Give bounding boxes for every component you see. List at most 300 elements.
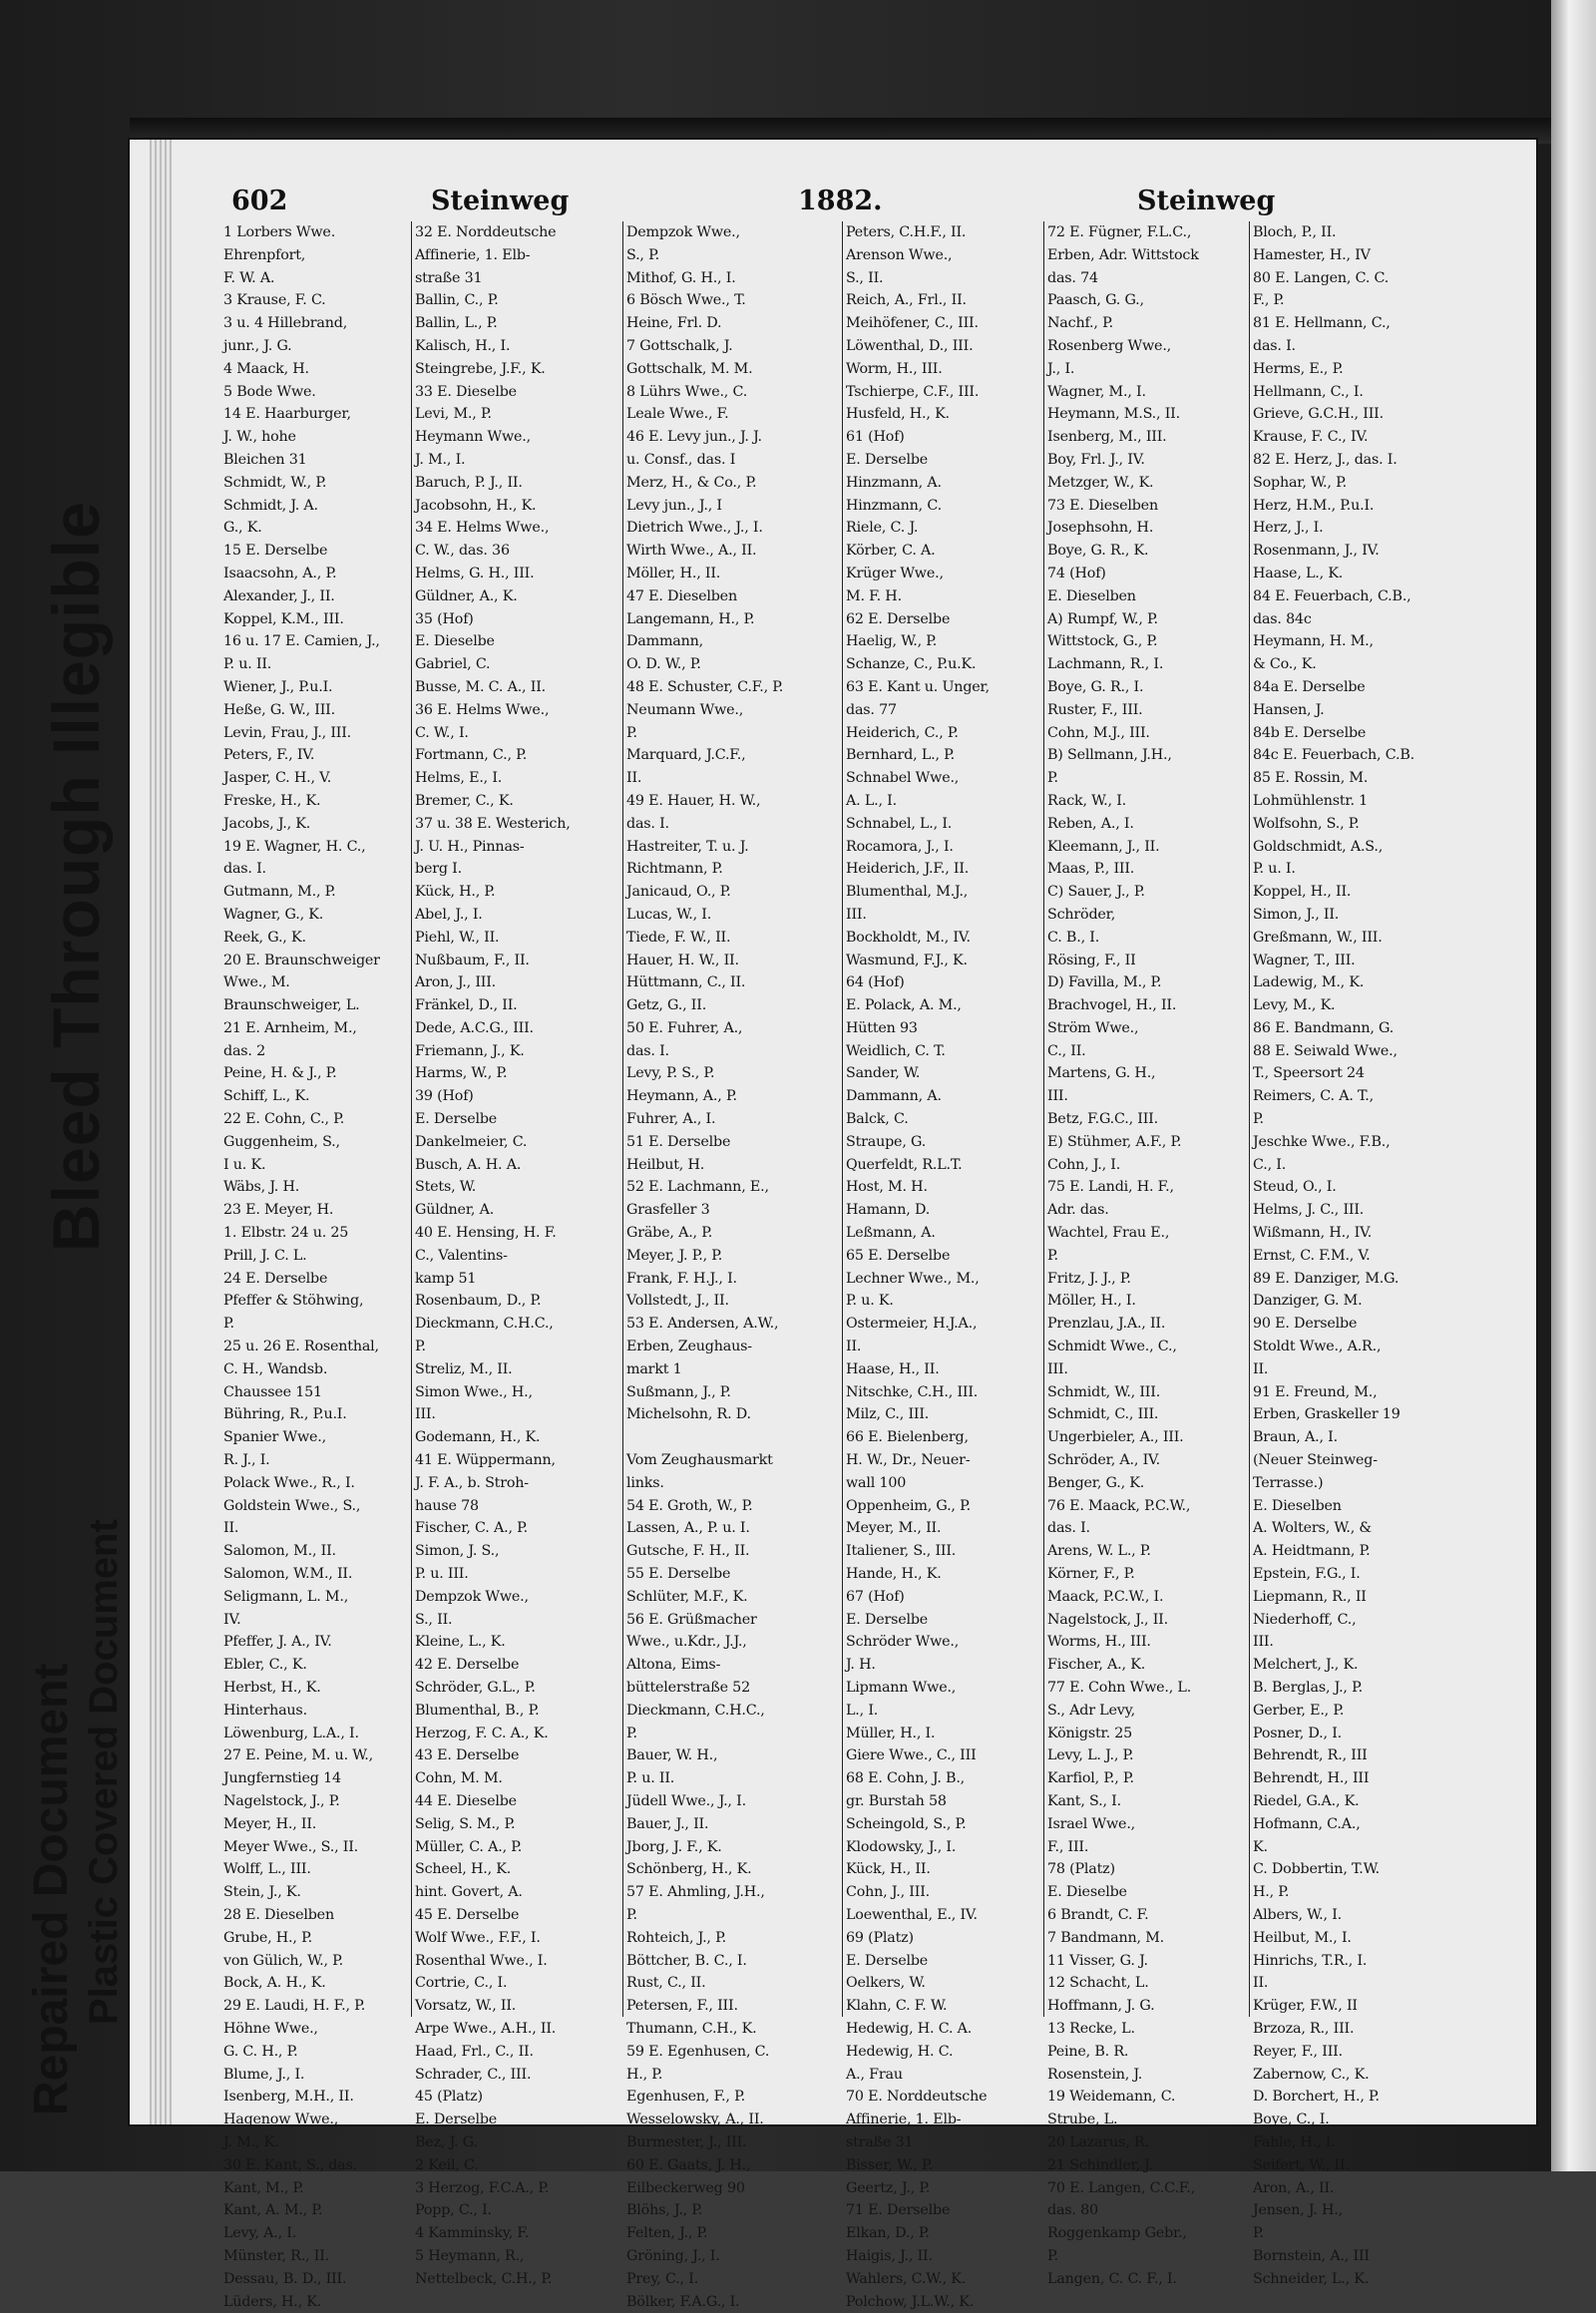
directory-entry-line: P. u. II.	[626, 1770, 675, 1787]
directory-entry-line: Boy, Frl. J., IV.	[1047, 451, 1145, 468]
directory-entry-line: Wolf Wwe., F.F., I.	[415, 1929, 541, 1946]
directory-entry-line: Jborg, J. F., K.	[626, 1838, 722, 1855]
directory-entry-line: Fischer, A., K.	[1047, 1657, 1146, 1674]
directory-entry-line: Heiderich, C., P.	[846, 724, 959, 741]
directory-entry-line: M. F. H.	[846, 587, 902, 604]
directory-entry-line: Polack Wwe., R., I.	[223, 1474, 355, 1491]
directory-entry-line: Arpe Wwe., A.H., II.	[415, 2020, 557, 2037]
directory-entry-line: G., K.	[223, 520, 262, 537]
directory-entry-line: Behrendt, R., III	[1253, 1747, 1368, 1764]
directory-entry-line: Terrasse.)	[1253, 1474, 1324, 1491]
directory-entry-line: Sander, W.	[846, 1065, 921, 1082]
directory-entry-line: Goldschmidt, A.S.,	[1253, 838, 1384, 855]
directory-entry-line: 45 E. Derselbe	[415, 1906, 520, 1923]
directory-entry-line: Prill, J. C. L.	[223, 1247, 307, 1264]
directory-entry-line: E. Derselbe	[846, 1611, 929, 1628]
directory-entry-line: Prey, C., I.	[626, 2270, 699, 2287]
column-rule	[842, 221, 843, 2017]
directory-entry-line: Giere Wwe., C., III	[846, 1747, 977, 1764]
directory-entry-line: Dankelmeier, C.	[415, 1133, 528, 1150]
directory-entry-line: 52 E. Lachmann, E.,	[626, 1179, 769, 1196]
street-title-left: Steinweg	[431, 186, 570, 216]
directory-entry-line: C., Valentins-	[415, 1247, 508, 1264]
directory-entry-line: P. u. I.	[1253, 861, 1296, 878]
directory-entry-line: E. Dieselbe	[415, 633, 495, 650]
directory-entry-line: 13 Recke, L.	[1047, 2020, 1135, 2037]
directory-entry-line: von Gülich, W., P.	[223, 1952, 344, 1969]
directory-entry-line: A) Rumpf, W., P.	[1047, 610, 1158, 627]
directory-entry-line: Busch, A. H. A.	[415, 1156, 522, 1173]
directory-entry-line: Schönberg, H., K.	[626, 1861, 752, 1878]
directory-entry-line: K.	[1253, 1838, 1268, 1855]
directory-column-2	[415, 221, 620, 2287]
directory-entry-line: Prenzlau, J.A., II.	[1047, 1316, 1166, 1333]
directory-entry-line: 3 Krause, F. C.	[223, 292, 326, 309]
directory-entry-line: Jacobsohn, H., K.	[415, 497, 537, 514]
directory-entry-line: Nußbaum, F., II.	[415, 952, 530, 968]
directory-entry-line: Affinerie, 1. Elb-	[846, 2112, 962, 2128]
directory-entry-line: 77 E. Cohn Wwe., L.	[1047, 1680, 1192, 1696]
directory-entry-line: Sußmann, J., P.	[626, 1383, 731, 1400]
directory-entry-line: Haad, Frl., C., II.	[415, 2043, 534, 2060]
directory-entry-line: Hinrichs, T.R., I.	[1253, 1952, 1368, 1969]
directory-entry-line: Löwenburg, L.A., I.	[223, 1725, 359, 1741]
directory-entry-line: Rohteich, J., P.	[626, 1929, 726, 1946]
directory-entry-line: 86 E. Bandmann, G.	[1253, 1019, 1395, 1036]
directory-entry-line: Simon, J. S.,	[415, 1543, 500, 1560]
directory-entry-line: Langemann, H., P.	[626, 610, 755, 627]
directory-entry-line: Peters, C.H.F., II.	[846, 224, 967, 240]
directory-entry-line: 89 E. Danziger, M.G.	[1253, 1270, 1399, 1287]
directory-entry-line: Bloch, P., II.	[1253, 224, 1337, 240]
directory-entry-line: Riedel, G.A., K.	[1253, 1792, 1360, 1809]
directory-entry-line: Hellmann, C., I.	[1253, 383, 1364, 400]
directory-entry-line: 66 E. Bielenberg,	[846, 1429, 969, 1446]
directory-entry-line: Schmidt, W., P.	[223, 474, 327, 491]
directory-entry-line: Wäbs, J. H.	[223, 1179, 300, 1196]
directory-entry-line: 71 E. Derselbe	[846, 2202, 951, 2219]
directory-entry-line: Vom Zeughausmarkt	[626, 1452, 773, 1469]
directory-entry-line: III.	[1253, 1634, 1274, 1651]
directory-entry-line: Metzger, W., K.	[1047, 474, 1154, 491]
directory-entry-line: Polchow, J.L.W., K.	[846, 2293, 975, 2310]
directory-entry-line: S., Adr Levy,	[1047, 1702, 1135, 1719]
directory-entry-line: Grieve, G.C.H., III.	[1253, 406, 1384, 423]
directory-entry-line: 75 E. Landi, H. F.,	[1047, 1179, 1174, 1196]
directory-entry-line: Neumann Wwe.,	[626, 701, 744, 718]
directory-entry-line: Ruster, F., III.	[1047, 701, 1143, 718]
directory-entry-line: Vorsatz, W., II.	[415, 1998, 517, 2015]
directory-entry-line: Nagelstock, J., P.	[223, 1792, 340, 1809]
directory-entry-line: Kant, S., I.	[1047, 1792, 1121, 1809]
directory-entry-line: Schröder,	[1047, 906, 1116, 923]
directory-entry-line: Stets, W.	[415, 1179, 477, 1196]
directory-entry-line: Friemann, J., K.	[415, 1042, 525, 1059]
directory-entry-line: Ehrenpfort,	[223, 246, 306, 263]
directory-entry-line: Erben, Adr. Wittstock	[1047, 246, 1199, 263]
directory-entry-line: Seligmann, L. M.,	[223, 1588, 349, 1605]
directory-entry-line: P.	[1253, 1111, 1264, 1128]
directory-entry-line: Levin, Frau, J., III.	[223, 724, 352, 741]
directory-entry-line: Heine, Frl. D.	[626, 315, 722, 332]
directory-entry-line: E) Stühmer, A.F., P.	[1047, 1133, 1182, 1150]
directory-entry-line: P.	[415, 1339, 426, 1355]
directory-entry-line: Abel, J., I.	[415, 906, 483, 923]
directory-entry-line: Dede, A.C.G., III.	[415, 1019, 534, 1036]
directory-entry-line: 35 (Hof)	[415, 610, 474, 627]
directory-entry-line: Wolff, L., III.	[223, 1861, 311, 1878]
directory-entry-line: J. M., K.	[223, 2133, 279, 2150]
directory-entry-line: Hofmann, C.A.,	[1253, 1815, 1361, 1832]
directory-entry-line: Cohn, M. M.	[415, 1770, 503, 1787]
stamp-bleed-through: Bleed Through Illegible	[39, 501, 113, 1252]
directory-entry-line: Marquard, J.C.F.,	[626, 747, 746, 764]
directory-entry-line: Jeschke Wwe., F.B.,	[1253, 1133, 1391, 1150]
directory-entry-line: Israel Wwe.,	[1047, 1815, 1136, 1832]
directory-entry-line: das. I.	[1253, 337, 1296, 354]
directory-entry-line: Kück, H., P.	[415, 884, 496, 901]
directory-entry-line: Tiede, F. W., II.	[626, 929, 731, 946]
directory-entry-line: E. Polack, A. M.,	[846, 997, 962, 1014]
directory-entry-line: Schiff, L., K.	[223, 1088, 310, 1105]
directory-entry-line: 49 E. Hauer, H. W.,	[626, 792, 761, 809]
column-rule	[1249, 221, 1250, 2017]
directory-entry-line: 45 (Platz)	[415, 2089, 483, 2106]
directory-entry-line: Meyer Wwe., S., II.	[223, 1838, 359, 1855]
directory-entry-line: Piehl, W., II.	[415, 929, 500, 946]
directory-entry-line: Affinerie, 1. Elb-	[415, 246, 531, 263]
directory-entry-line: 84a E. Derselbe	[1253, 678, 1366, 695]
directory-entry-line: P.	[626, 1725, 637, 1741]
directory-entry-line: Maack, P.C.W., I.	[1047, 1588, 1164, 1605]
directory-entry-line: Wolfsohn, S., P.	[1253, 815, 1360, 832]
directory-entry-line: & Co., K.	[1253, 656, 1317, 673]
column-rule	[411, 221, 412, 2017]
street-title-right: Steinweg	[1137, 186, 1276, 216]
directory-entry-line: das. 74	[1047, 269, 1098, 286]
directory-entry-line: Braun, A., I.	[1253, 1429, 1338, 1446]
directory-entry-line: Jensen, J. H.,	[1253, 2202, 1343, 2219]
directory-entry-line: Host, M. H.	[846, 1179, 928, 1196]
directory-entry-line: Weidlich, C. T.	[846, 1042, 946, 1059]
directory-entry-line: IV.	[223, 1611, 241, 1628]
directory-entry-line: Cohn, M.J., III.	[1047, 724, 1150, 741]
directory-entry-line: C) Sauer, J., P.	[1047, 884, 1145, 901]
directory-entry-line: 42 E. Derselbe	[415, 1657, 520, 1674]
directory-entry-line: Höhne Wwe.,	[223, 2020, 318, 2037]
directory-entry-line: Gröning, J., I.	[626, 2247, 720, 2264]
directory-entry-line: Haigis, J., II.	[846, 2247, 933, 2264]
directory-entry-line: Kleine, L., K.	[415, 1634, 506, 1651]
directory-entry-line: Geertz, J., P.	[846, 2179, 931, 2196]
directory-entry-line: Reben, A., I.	[1047, 815, 1134, 832]
directory-entry-line: II.	[223, 1520, 239, 1537]
directory-entry-line: Albers, W., I.	[1253, 1906, 1342, 1923]
directory-entry-line: Bauer, J., II.	[626, 1815, 709, 1832]
directory-entry-line: Blumenthal, M.J.,	[846, 884, 969, 901]
directory-entry-line: 91 E. Freund, M.,	[1253, 1383, 1378, 1400]
directory-entry-line: 40 E. Hensing, H. F.	[415, 1225, 557, 1242]
directory-entry-line: 50 E. Fuhrer, A.,	[626, 1019, 743, 1036]
directory-entry-line: III.	[415, 1406, 436, 1423]
directory-entry-line: Boye, C., I.	[1253, 2112, 1330, 2128]
directory-entry-line: Bockholdt, M., IV.	[846, 929, 971, 946]
directory-entry-line: 84b E. Derselbe	[1253, 724, 1367, 741]
directory-entry-line: 81 E. Hellmann, C.,	[1253, 315, 1391, 332]
directory-entry-line: J. H.	[846, 1657, 876, 1674]
directory-entry-line: S., P.	[626, 246, 659, 263]
directory-entry-line: Rosenberg Wwe.,	[1047, 337, 1172, 354]
directory-entry-line: Peine, H. & J., P.	[223, 1065, 337, 1082]
directory-entry-line: P.	[626, 1906, 637, 1923]
directory-entry-line: Wasmund, F.J., K.	[846, 952, 968, 968]
directory-entry-line: Heymann, H. M.,	[1253, 633, 1374, 650]
directory-column-3	[626, 221, 840, 2310]
directory-entry-line: Epstein, F.G., I.	[1253, 1566, 1361, 1583]
directory-entry-line: Vollstedt, J., II.	[626, 1293, 729, 1310]
directory-entry-line: Simon Wwe., H.,	[415, 1383, 533, 1400]
directory-entry-line: Martens, G. H.,	[1047, 1065, 1156, 1082]
directory-entry-line: Blumenthal, B., P.	[415, 1702, 540, 1719]
directory-entry-line: Guggenheim, S.,	[223, 1133, 340, 1150]
directory-entry-line: Hinterhaus.	[223, 1702, 307, 1719]
directory-entry-line: 59 E. Egenhusen, C.	[626, 2043, 770, 2060]
directory-entry-line: Italiener, S., III.	[846, 1543, 957, 1560]
directory-entry-line: Krüger, F.W., II	[1253, 1998, 1358, 2015]
directory-entry-line: Balck, C.	[846, 1111, 909, 1128]
directory-entry-line: E. Derselbe	[846, 1952, 929, 1969]
directory-entry-line: Husfeld, H., K.	[846, 406, 950, 423]
directory-entry-line: 48 E. Schuster, C.F., P.	[626, 678, 784, 695]
directory-entry-line: 84 E. Feuerbach, C.B.,	[1253, 587, 1411, 604]
directory-entry-line: Gottschalk, M. M.	[626, 360, 753, 377]
directory-entry-line: Koppel, H., II.	[1253, 884, 1352, 901]
directory-entry-line: C. H., Wandsb.	[223, 1360, 328, 1377]
directory-entry-line: Hütten 93	[846, 1019, 918, 1036]
directory-entry-line: Jungfernstieg 14	[223, 1770, 341, 1787]
directory-entry-line: Altona, Eims-	[626, 1657, 721, 1674]
directory-entry-line: III.	[846, 906, 867, 923]
directory-entry-line: Streliz, M., II.	[415, 1360, 513, 1377]
directory-entry-line: 57 E. Ahmling, J.H.,	[626, 1884, 765, 1901]
directory-entry-line: 7 Gottschalk, J.	[626, 337, 733, 354]
directory-entry-line: Lüders, H., K.	[223, 2293, 322, 2310]
directory-entry-line: Chaussee 151	[223, 1383, 322, 1400]
stamp-repaired-document: Repaired Document	[25, 1663, 78, 2116]
directory-entry-line: u. Consf., das. I	[626, 451, 736, 468]
directory-entry-line: Aron, J., III.	[415, 974, 497, 991]
directory-entry-line: Schlüter, M.F., K.	[626, 1588, 748, 1605]
directory-entry-line: Michelsohn, R. D.	[626, 1406, 751, 1423]
directory-entry-line: 3 Herzog, F.C.A., P.	[415, 2179, 550, 2196]
directory-entry-line: das. I.	[626, 815, 669, 832]
directory-entry-line: Sophar, W., P.	[1253, 474, 1347, 491]
directory-entry-line: 64 (Hof)	[846, 974, 905, 991]
directory-entry-line: Erben, Zeughaus-	[626, 1339, 752, 1355]
year-heading: 1882.	[798, 186, 883, 216]
directory-column-1	[223, 221, 409, 2310]
directory-entry-line: 12 Schacht, L.	[1047, 1975, 1149, 1992]
directory-entry-line: A. Wolters, W., &	[1253, 1520, 1372, 1537]
directory-entry-line: 43 E. Derselbe	[415, 1747, 520, 1764]
directory-entry-line: E. Dieselben	[1253, 1497, 1342, 1514]
directory-entry-line: Krüger Wwe.,	[846, 565, 944, 581]
directory-entry-line: Reich, A., Frl., II.	[846, 292, 967, 309]
directory-entry-line: Wwe., u.Kdr., J.J.,	[626, 1634, 747, 1651]
directory-entry-line: Richtmann, P.	[626, 861, 723, 878]
directory-entry-line: Stoldt Wwe., A.R.,	[1253, 1339, 1382, 1355]
page-number: 602	[231, 186, 288, 216]
directory-entry-line: markt 1	[626, 1360, 682, 1377]
directory-entry-line: G. C. H., P.	[223, 2043, 298, 2060]
directory-entry-line: Maas, P., III.	[1047, 861, 1135, 878]
directory-entry-line: links.	[626, 1474, 664, 1491]
directory-entry-line: 19 E. Wagner, H. C.,	[223, 838, 366, 855]
directory-entry-line: Petersen, F., III.	[626, 1998, 738, 2015]
directory-entry-line: 28 E. Dieselben	[223, 1906, 334, 1923]
directory-entry-line: Brzoza, R., III.	[1253, 2020, 1355, 2037]
directory-entry-line: Frank, F. H.J., I.	[626, 1270, 737, 1287]
directory-entry-line: Lipmann Wwe.,	[846, 1680, 957, 1696]
directory-entry-line: Ström Wwe.,	[1047, 1019, 1139, 1036]
directory-entry-line: Rack, W., I.	[1047, 792, 1126, 809]
directory-entry-line: Langen, C. C. F., I.	[1047, 2270, 1177, 2287]
directory-entry-line: Wittstock, G., P.	[1047, 633, 1158, 650]
directory-entry-line: Burmester, J., III.	[626, 2133, 747, 2150]
directory-entry-line: Hamester, H., IV	[1253, 246, 1371, 263]
directory-entry-line: II.	[626, 770, 642, 787]
directory-entry-line: Hedewig, H. C.	[846, 2043, 954, 2060]
directory-entry-line: Möller, H., II.	[626, 565, 721, 581]
directory-entry-line: 1 Lorbers Wwe.	[223, 224, 336, 240]
directory-entry-line: Selig, S. M., P.	[415, 1815, 516, 1832]
directory-entry-line: 56 E. Grüßmacher	[626, 1611, 757, 1628]
directory-entry-line: Schröder, A., IV.	[1047, 1452, 1160, 1469]
directory-entry-line: H., P.	[626, 2066, 663, 2083]
directory-entry-line: 19 Weidemann, C.	[1047, 2089, 1176, 2106]
directory-entry-line: Wahlers, C.W., K.	[846, 2270, 967, 2287]
directory-entry-line: 23 E. Meyer, H.	[223, 1202, 334, 1219]
directory-entry-line: Hüttmann, C., II.	[626, 974, 746, 991]
directory-entry-line: R. J., I.	[223, 1452, 270, 1469]
directory-entry-line: Busse, M. C. A., II.	[415, 678, 546, 695]
directory-entry-line: Dammann, A.	[846, 1088, 942, 1105]
directory-entry-line: Bremer, C., K.	[415, 792, 514, 809]
directory-entry-line: 88 E. Seiwald Wwe.,	[1253, 1042, 1397, 1059]
directory-entry-line: Kant, A. M., P.	[223, 2202, 323, 2219]
directory-entry-line: C. W., I.	[415, 724, 469, 741]
directory-entry-line: 34 E. Helms Wwe.,	[415, 520, 550, 537]
directory-entry-line: Erben, Graskeller 19	[1253, 1406, 1400, 1423]
directory-entry-line: Blume, J., I.	[223, 2066, 305, 2083]
directory-entry-line: III.	[1047, 1360, 1068, 1377]
directory-entry-line: 44 E. Dieselbe	[415, 1792, 517, 1809]
directory-entry-line: 25 u. 26 E. Rosenthal,	[223, 1339, 379, 1355]
directory-entry-line: wall 100	[846, 1474, 907, 1491]
directory-entry-line: 54 E. Groth, W., P.	[626, 1497, 753, 1514]
directory-entry-line: Nachf., P.	[1047, 315, 1113, 332]
directory-entry-line: B) Sellmann, J.H.,	[1047, 747, 1172, 764]
directory-entry-line: Meyer, M., II.	[846, 1520, 942, 1537]
directory-entry-line: Bauer, W. H.,	[626, 1747, 718, 1764]
directory-entry-line: C. W., das. 36	[415, 543, 510, 560]
directory-entry-line: Fritz, J. J., P.	[1047, 1270, 1131, 1287]
directory-entry-line: J. F. A., b. Stroh-	[415, 1474, 529, 1491]
directory-entry-line: 5 Heymann, R.,	[415, 2247, 525, 2264]
directory-entry-line: 74 (Hof)	[1047, 565, 1106, 581]
directory-entry-line: Rosenstein, J.	[1047, 2066, 1143, 2083]
directory-entry-line: Bernhard, L., P.	[846, 747, 956, 764]
directory-entry-line: 11 Visser, G. J.	[1047, 1952, 1148, 1969]
directory-entry-line: Mithof, G. H., I.	[626, 269, 736, 286]
directory-entry-line: 73 E. Dieselben	[1047, 497, 1158, 514]
directory-entry-line: Scheel, H., K.	[415, 1861, 512, 1878]
directory-entry-line: Meihöfener, C., III.	[846, 315, 979, 332]
directory-entry-line: Betz, F.G.C., III.	[1047, 1111, 1158, 1128]
directory-entry-line: Ungerbieler, A., III.	[1047, 1429, 1184, 1446]
directory-entry-line: Egenhusen, F., P.	[626, 2089, 745, 2106]
directory-entry-line: das. 2	[223, 1042, 265, 1059]
directory-entry-line: Riele, C. J.	[846, 520, 919, 537]
directory-entry-line: Körber, C. A.	[846, 543, 936, 560]
directory-entry-line: C. Dobbertin, T.W.	[1253, 1861, 1380, 1878]
directory-entry-line: Nagelstock, J., II.	[1047, 1611, 1168, 1628]
directory-entry-line: Melchert, J., K.	[1253, 1657, 1359, 1674]
directory-entry-line: Herz, H.M., P.u.I.	[1253, 497, 1375, 514]
directory-entry-line: Herbst, H., K.	[223, 1680, 321, 1696]
directory-entry-line: Isenberg, M., III.	[1047, 429, 1167, 446]
directory-entry-line: Getz, G., II.	[626, 997, 707, 1014]
directory-entry-line: Schneider, L., K.	[1253, 2270, 1370, 2287]
directory-entry-line: 39 (Hof)	[415, 1088, 474, 1105]
directory-entry-line: Isenberg, M.H., II.	[223, 2089, 354, 2106]
stamp-plastic-covered: Plastic Covered Document	[82, 1519, 126, 2025]
directory-entry-line: Nitschke, C.H., III.	[846, 1383, 979, 1400]
directory-entry-line: J. W., hohe	[223, 429, 296, 446]
directory-entry-line: 82 E. Herz, J., das. I.	[1253, 451, 1397, 468]
directory-entry-line: Schanze, C., P.u.K.	[846, 656, 977, 673]
directory-entry-line: 61 (Hof)	[846, 429, 905, 446]
directory-entry-line: Schmidt Wwe., C.,	[1047, 1339, 1177, 1355]
directory-entry-line: Levy, A., I.	[223, 2225, 297, 2242]
directory-entry-line: S., II.	[415, 1611, 453, 1628]
directory-entry-line: P.	[1253, 2225, 1264, 2242]
directory-entry-line: 4 Kamminsky, F.	[415, 2225, 530, 2242]
directory-entry-line: Steud, O., I.	[1253, 1179, 1337, 1196]
directory-entry-line: Scheingold, S., P.	[846, 1815, 967, 1832]
directory-entry-line: Reimers, C. A. T.,	[1253, 1088, 1374, 1105]
directory-entry-line: Thumann, C.H., K.	[626, 2020, 757, 2037]
directory-entry-line: P. u. II.	[223, 656, 272, 673]
directory-entry-line: Heilbut, M., I.	[1253, 1929, 1352, 1946]
directory-entry-line: Worms, H., III.	[1047, 1634, 1151, 1651]
directory-entry-line: Leßmann, A.	[846, 1225, 936, 1242]
directory-entry-line: Freske, H., K.	[223, 792, 321, 809]
directory-entry-line: 65 E. Derselbe	[846, 1247, 951, 1264]
directory-entry-line: Lachmann, R., I.	[1047, 656, 1164, 673]
directory-entry-line: Reyer, F., III.	[1253, 2043, 1343, 2060]
directory-entry-line: Braunschweiger, L.	[223, 997, 360, 1014]
directory-entry-line: Dammann,	[626, 633, 703, 650]
directory-entry-line: 22 E. Cohn, C., P.	[223, 1111, 345, 1128]
directory-entry-line: Milz, C., III.	[846, 1406, 930, 1423]
directory-entry-line: A. L., I.	[846, 792, 897, 809]
directory-entry-line: das. I.	[1047, 1520, 1090, 1537]
directory-entry-line: Lassen, A., P. u. I.	[626, 1520, 750, 1537]
directory-entry-line: 3 u. 4 Hillebrand,	[223, 315, 348, 332]
directory-entry-line: Koppel, K.M., III.	[223, 610, 344, 627]
directory-entry-line: Ladewig, M., K.	[1253, 974, 1365, 991]
